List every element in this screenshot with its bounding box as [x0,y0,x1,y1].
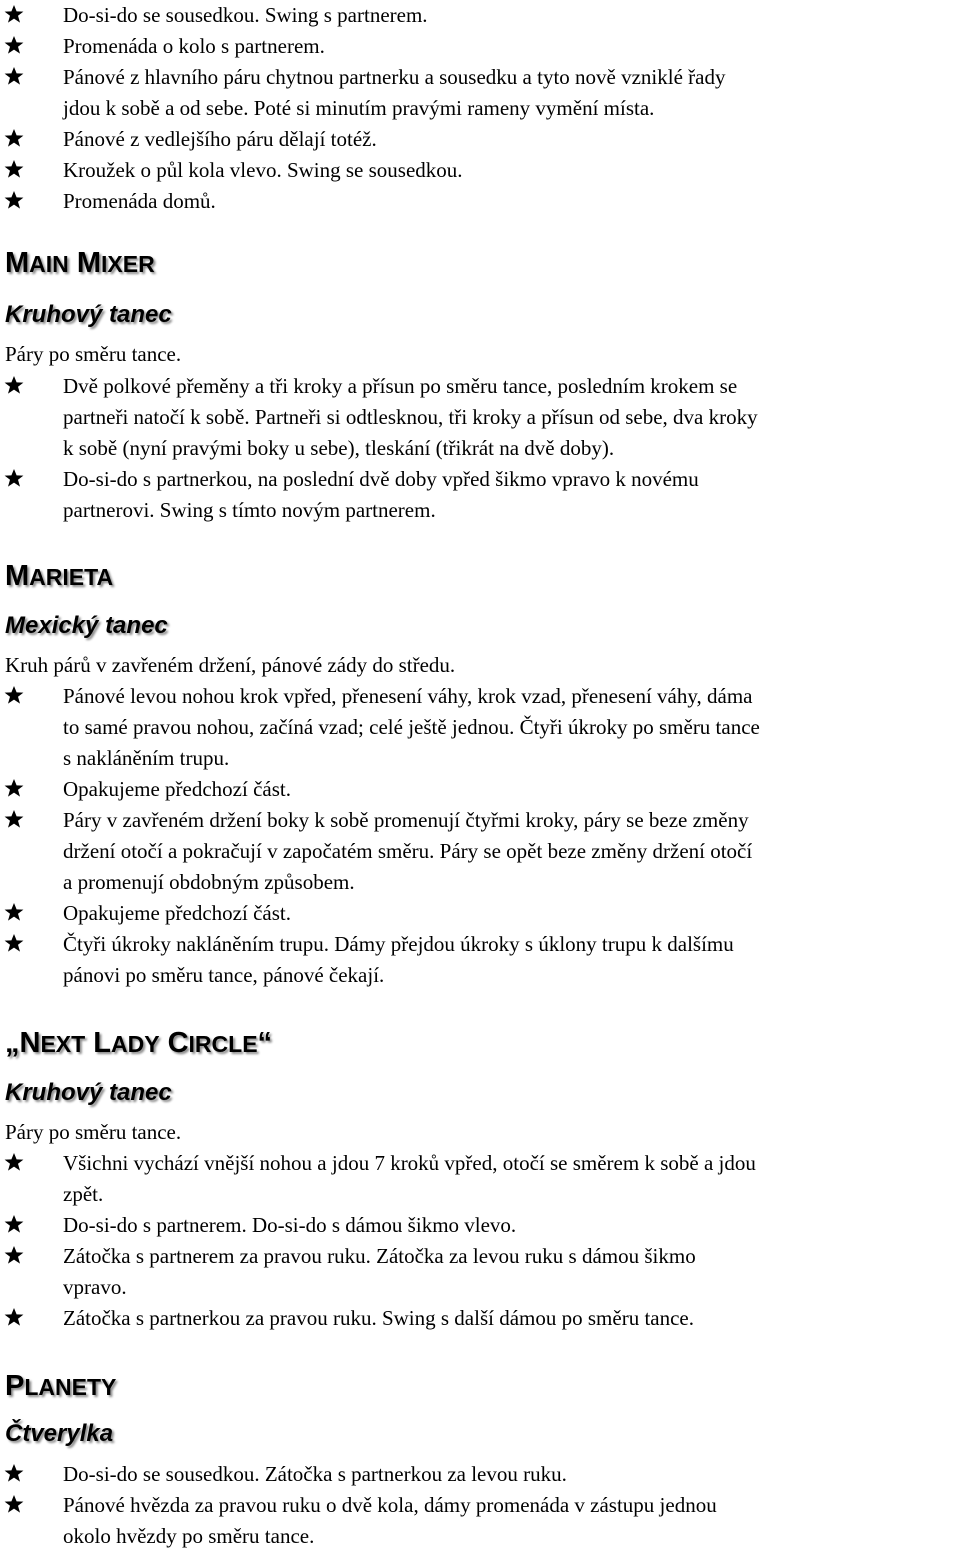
section-title-next-lady-circle: „NEXT LADY CIRCLE“ [5,1027,273,1059]
list-item-line: partneři natočí k sobě. Partneři si odtlesknou, tři kroky a přísun od sebe, dva kroky [63,405,758,429]
star-bullet-icon [4,778,24,798]
section-intro: Páry po směru tance. [5,1120,182,1144]
list-item-line: Do-si-do s partnerkou, na poslední dvě doby vpřed šikmo vpravo k novému [63,467,699,491]
star-bullet-icon [4,35,24,55]
list-item-line: Pánové z hlavního páru chytnou partnerku a sousedku a tyto nově vzniklé řady [63,65,726,89]
star-bullet-icon [4,468,24,488]
list-item-line: jdou k sobě a od sebe. Poté si minutím pravými rameny vymění místa. [63,96,655,120]
section-subtitle: Čtverylka [5,1420,114,1447]
star-bullet-icon [4,66,24,86]
list-item-line: Pánové hvězda za pravou ruku o dvě kola, dámy promenáda v zástupu jednou [63,1493,717,1517]
section-title-main-mixer: MAIN MIXER [5,247,155,279]
list-item: Opakujeme předchozí část. [63,901,291,925]
star-bullet-icon [4,190,24,210]
section-title-planety: PLANETY [5,1370,117,1402]
section-subtitle: Kruhový tanec [5,1079,172,1106]
star-bullet-icon [4,128,24,148]
star-bullet-icon [4,685,24,705]
list-item: Opakujeme předchozí část. [63,777,291,801]
section-subtitle: Kruhový tanec [5,301,172,328]
section-subtitle: Mexický tanec [5,612,168,639]
list-item: Do-si-do se sousedkou. Swing s partnerem. [63,3,428,27]
star-bullet-icon [4,1152,24,1172]
star-bullet-icon [4,1307,24,1327]
list-item-line: k sobě (nyní pravými boky u sebe), tleskání (třikrát na dvě doby). [63,436,615,460]
star-bullet-icon [4,4,24,24]
list-item: Promenáda domů. [63,189,216,213]
star-bullet-icon [4,1463,24,1483]
list-item: Promenáda o kolo s partnerem. [63,34,325,58]
section-intro: Kruh párů v zavřeném držení, pánové zády do středu. [5,653,456,677]
star-bullet-icon [4,1214,24,1234]
star-bullet-icon [4,809,24,829]
star-bullet-icon [4,1245,24,1265]
star-bullet-icon [4,1494,24,1514]
star-bullet-icon [4,933,24,953]
list-item-line: partnerovi. Swing s tímto novým partnerem. [63,498,436,522]
list-item-line: a promenují obdobným způsobem. [63,870,355,894]
star-bullet-icon [4,375,24,395]
list-item: Do-si-do s partnerem. Do-si-do s dámou šikmo vlevo. [63,1213,517,1237]
star-bullet-icon [4,902,24,922]
list-item-line: s nakláněním trupu. [63,746,230,770]
list-item-line: Dvě polkové přeměny a tři kroky a přísun po směru tance, posledním krokem se [63,374,738,398]
list-item: Do-si-do se sousedkou. Zátočka s partnerkou za levou ruku. [63,1462,567,1486]
list-item-line: Čtyři úkroky nakláněním trupu. Dámy přejdou úkroky s úklony trupu k dalšímu [63,932,734,956]
list-item-line: Pánové levou nohou krok vpřed, přenesení váhy, krok vzad, přenesení váhy, dáma [63,684,753,708]
section-title-marieta: MARIETA [5,560,114,592]
list-item-line: Páry v zavřeném držení boky k sobě promenují čtyřmi kroky, páry se beze změny [63,808,749,832]
list-item-line: držení otočí a pokračují v započatém směru. Páry se opět beze změny držení otočí [63,839,753,863]
list-item-line: Zátočka s partnerem za pravou ruku. Zátočka za levou ruku s dámou šikmo [63,1244,696,1268]
list-item: Pánové z vedlejšího páru dělají totéž. [63,127,377,151]
section-intro: Páry po směru tance. [5,342,182,366]
star-bullet-icon [4,159,24,179]
list-item-line: pánovi po směru tance, pánové čekají. [63,963,385,987]
list-item-line: vpravo. [63,1275,127,1299]
list-item: Zátočka s partnerkou za pravou ruku. Swing s další dámou po směru tance. [63,1306,694,1330]
list-item-line: to samé pravou nohou, začíná vzad; celé ještě jednou. Čtyři úkroky po směru tance [63,715,760,739]
list-item: Kroužek o půl kola vlevo. Swing se sousedkou. [63,158,463,182]
list-item-line: zpět. [63,1182,104,1206]
list-item-line: Všichni vychází vnější nohou a jdou 7 kroků vpřed, otočí se směrem k sobě a jdou [63,1151,756,1175]
list-item-line: okolo hvězdy po směru tance. [63,1524,315,1548]
